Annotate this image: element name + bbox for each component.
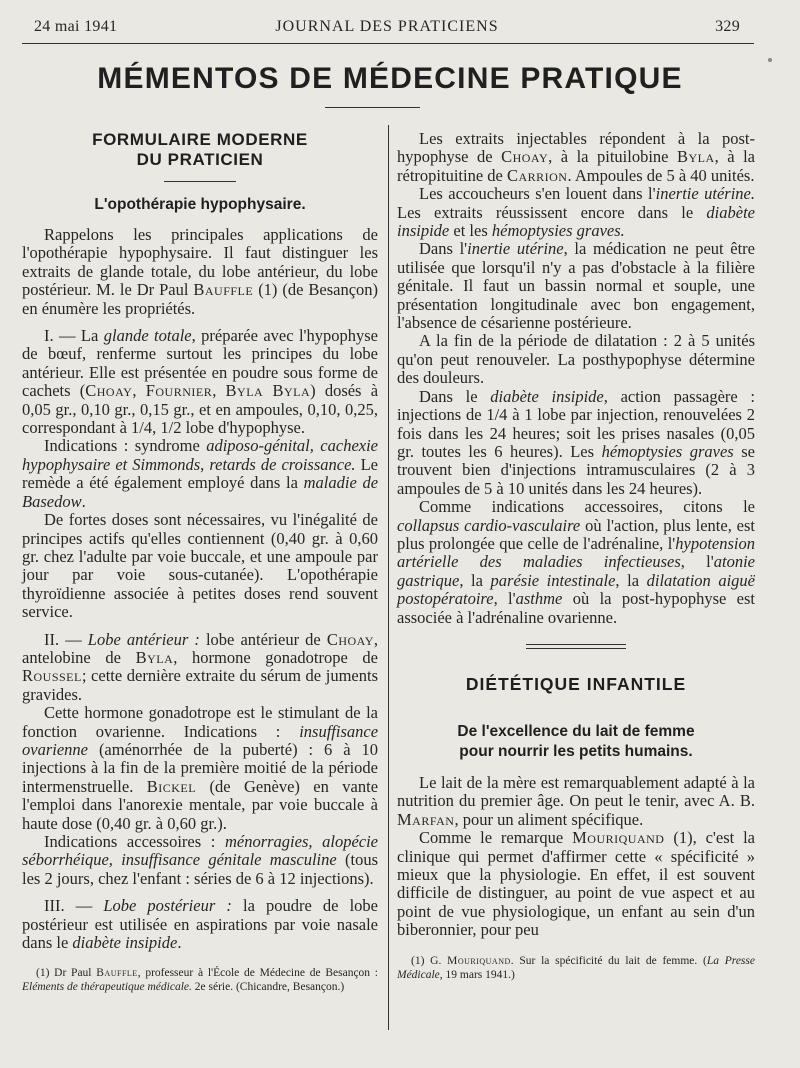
header-rule [22, 43, 754, 44]
person-name: Mouriquand [572, 828, 665, 848]
italic-text: glande totale [103, 326, 192, 346]
text: , à la pituilobine [548, 147, 669, 167]
footnote-left [22, 966, 378, 994]
text: , l' [680, 552, 714, 572]
italic-text: dilatation aiguë postopératoire [397, 570, 756, 609]
text: , [212, 381, 217, 401]
right-column [397, 130, 755, 982]
page-number: 329 [715, 18, 740, 35]
author-name: Mouriquand [447, 954, 511, 967]
text: Comme le remarque [419, 828, 564, 848]
text: et les [453, 221, 488, 241]
section-double-rule [526, 644, 626, 649]
text: Cette hormone gonadotrope est le stimulant de la fonction ovarienne. Indications : [22, 703, 378, 741]
text: , action passagère : injections de 1/4 à 1 lobe par injection, renouvelées 2 fois dans les 24 heures; soit les prises nasales (0,05 gr. toutes les 6 heures). Les [397, 386, 755, 461]
italic-text: atonie gastrique [397, 552, 755, 590]
paragraph-intro [22, 226, 378, 318]
text: . [177, 933, 182, 953]
italic-text: insuffisance ovarienne [22, 721, 379, 759]
text: , la [615, 570, 640, 590]
italic-text: Lobe postérieur : [103, 896, 232, 916]
text: la poudre de lobe postérieur est utilisée en aspirations par voie nasale dans le [22, 896, 379, 953]
text: lobe antérieur de [205, 629, 321, 649]
paragraph-mouriquand [397, 829, 755, 939]
text: , antelobine de [22, 629, 379, 667]
text: , professeur à l'École de Médecine de Besançon : [137, 967, 379, 980]
issue-date: 24 mai 1941 [34, 18, 118, 35]
paragraph-accessoires [22, 833, 378, 888]
section-rule [164, 181, 236, 182]
text: . Ampoules de 5 à 40 unités. [567, 165, 755, 185]
section-heading-line-2: DU PRATICIEN [136, 150, 264, 169]
brand-name: Choay [326, 629, 374, 649]
journal-name: JOURNAL DES PRATICIENS [275, 18, 499, 35]
italic-text: adiposo-génital, cachexie hypophysaire et Simmonds, retards de croissance. [22, 436, 378, 474]
italic-text: Lobe antérieur : [87, 629, 200, 649]
italic-text: inertie utérine [467, 239, 564, 259]
brand-name: Byla [676, 147, 715, 167]
person-name: Bickel [146, 776, 197, 796]
section-heading-dietetique: DIÉTÉTIQUE INFANTILE [465, 673, 687, 694]
brand-name: Byla [135, 647, 174, 667]
left-column [22, 130, 378, 994]
text: , l' [493, 589, 516, 609]
paragraph-glande-totale [22, 327, 378, 437]
brand-name: Carrion [506, 165, 568, 185]
print-speck [768, 58, 772, 62]
brand-name: Byla [272, 381, 311, 401]
italic-text: asthme [515, 589, 563, 609]
text: où l'action, plus lente, est plus prolongée que celle de l'adrénaline, l' [397, 515, 755, 553]
italic-text: ménorragies, alopécie séborrhéique, insuffisance génitale masculine [22, 832, 379, 870]
text: Indications accessoires : [44, 832, 216, 851]
author-name: Bauffle [193, 280, 254, 300]
text: (1), c'est la clinique qui permet d'affirmer cette « spécificité » mieux que la physiologie. En effet, il est souvent difficile de distinguer, au point de vue aspect et au point de vue physiologique, un enfant au sein d'un biberonnier, pour peu [397, 828, 756, 940]
text: ; cette dernière extraite du sérum de juments gravides. [22, 666, 378, 704]
paragraph-doses: De fortes doses sont nécessaires, vu l'inégalité de principes actifs qu'elles contiennent (0,40 gr. à 0,60 gr. chez l'adulte par voie buccale, et une ampoule par jour par voie sous-cutanée). L'opothérapie thyroïdienne associée à petites doses rend souvent service. [22, 510, 378, 622]
italic-text: diabète insipide [397, 202, 755, 241]
brand-name: Fournier [145, 381, 213, 401]
column-separator [388, 125, 389, 1030]
text: . Sur la spécificité du lait de femme. ( [510, 954, 707, 967]
italic-text: hypotension artérielle des maladies infectieuses [397, 533, 755, 572]
text: (de Genève) en vante l'emploi dans l'anorexie mentale, par voie buccale à haute dose (0,40 gr. à 0,60 gr.). [22, 776, 379, 833]
text: (1) G. [411, 954, 442, 967]
text: Les extraits injectables répondent à la post-hypophyse de [397, 129, 755, 167]
section-heading-formulaire [22, 130, 378, 170]
article-subtitle-lait [397, 722, 755, 762]
text: . [81, 491, 86, 511]
text: Le lait de la mère est remarquablement adapté à la nutrition du premier âge. On peut le tenir, avec A. B. [397, 772, 755, 811]
paragraph-inertie [397, 240, 755, 332]
italic-text: hémoptysies graves. [491, 221, 625, 241]
paragraph-diabete [397, 388, 755, 498]
paragraph-gonadotrope [22, 704, 378, 833]
italic-text: Eléments de thérapeutique médicale. [22, 981, 192, 994]
text: Rappelons les principales applications de l'opothérapie hypophysaire. Il faut distinguer les extraits de glande totale, du lobe antérieur, du lobe postérieur. M. le Dr Paul [22, 225, 378, 300]
text: I. — La [44, 326, 99, 346]
italic-text: parésie intestinale [490, 570, 616, 590]
paragraph-dilatation: A la fin de la période de dilatation : 2 à 5 unités qu'on peut renouveler. La posthypophyse détermine des douleurs. [397, 331, 755, 388]
text: , préparée avec l'hypophyse de bœuf, renferme surtout les principes du lobe antérieur. Elle est présentée en poudre sous forme de cachets ( [22, 326, 379, 401]
text: III. — [44, 896, 93, 916]
italic-text: maladie de Basedow [22, 473, 379, 511]
italic-text: inertie utérine. [655, 184, 755, 204]
running-header [34, 18, 740, 40]
text: , [132, 381, 137, 401]
author-name: Bauffle [96, 967, 138, 980]
text: où la post-hypophyse est associée à l'adrénaline ovarienne. [397, 589, 756, 627]
italic-text: La Presse Médicale [397, 954, 755, 981]
brand-name: Byla [225, 381, 264, 401]
paragraph-indications [22, 437, 378, 511]
text: (1) Dr Paul [36, 967, 92, 980]
text: se trouvent bien d'injections intramusculaires (2 à 3 ampoules de 5 à 10 unités dans les 24 heures). [397, 441, 756, 498]
paragraph-extraits-injectables [397, 130, 755, 185]
text: Dans l' [419, 239, 468, 259]
page-title: MÉMENTOS DE MÉDECINE PRATIQUE [97, 62, 683, 95]
text: , la médication ne peut être utilisée que lorsqu'il n'y a pas d'obstacle à la filière génitale. Il faut un bassin normal et souple, une présentation longitudinale avec bon engagement, l'absence de césarienne postérieure. [397, 239, 755, 333]
text: Le remède a été également employé dans la [22, 454, 378, 493]
text: (tous les 2 jours, chez l'enfant : séries de 6 à 12 injections). [22, 850, 378, 888]
brand-name: Choay [85, 381, 133, 401]
text: ) dosés à 0,05 gr., 0,10 gr., 0,15 gr., et en ampoules, 0,10, 0,25, correspondant à 1/4, 1/2 lobe d'hypophyse. [22, 381, 379, 438]
text: II. — [44, 629, 82, 649]
subtitle-line-2: pour nourrir les petits humains. [459, 742, 693, 760]
text: (1) (de Besançon) en énumère les propriétés. [22, 280, 379, 318]
brand-name: Choay [501, 147, 549, 167]
section-heading-line-1: FORMULAIRE MODERNE [92, 130, 308, 149]
subtitle-line-1: De l'excellence du lait de femme [457, 722, 695, 740]
italic-text: diabète insipide [72, 933, 178, 953]
text: , pour un aliment spécifique. [454, 809, 644, 829]
paragraph-lait-mere [397, 774, 755, 829]
text: , hormone gonadotrope de [173, 647, 378, 667]
text: Comme indications accessoires, citons le [419, 497, 755, 517]
paragraph-accessoires-right [397, 498, 755, 627]
text: , 19 mars 1941.) [439, 968, 515, 981]
paragraph-lobe-anterieur [22, 631, 378, 705]
brand-name: Roussel [22, 666, 82, 686]
text: Les extraits réussissent encore dans le [397, 202, 694, 222]
article-subtitle: L'opothérapie hypophysaire. [94, 196, 306, 213]
italic-text: diabète insipide [490, 386, 604, 406]
paragraph-lobe-posterieur [22, 897, 378, 952]
text: Dans le [419, 386, 478, 406]
text: Indications : syndrome [44, 436, 200, 456]
text: Les accoucheurs s'en louent dans l' [419, 184, 656, 204]
text: , à la rétropituitine de [397, 147, 756, 185]
person-name: Marfan [397, 809, 455, 829]
text: (aménorrhée de la puberté) : 6 à 10 injections à la fin de la première moitié de la période intermenstruelle. [22, 739, 378, 796]
text: , la [459, 570, 483, 590]
text: 2e série. (Chicandre, Besançon.) [194, 981, 345, 994]
paragraph-accoucheurs [397, 185, 755, 240]
italic-text: hémoptysies graves [601, 441, 734, 461]
title-rule [325, 107, 420, 108]
italic-text: collapsus cardio-vasculaire [397, 515, 581, 535]
footnote-right [397, 954, 755, 982]
